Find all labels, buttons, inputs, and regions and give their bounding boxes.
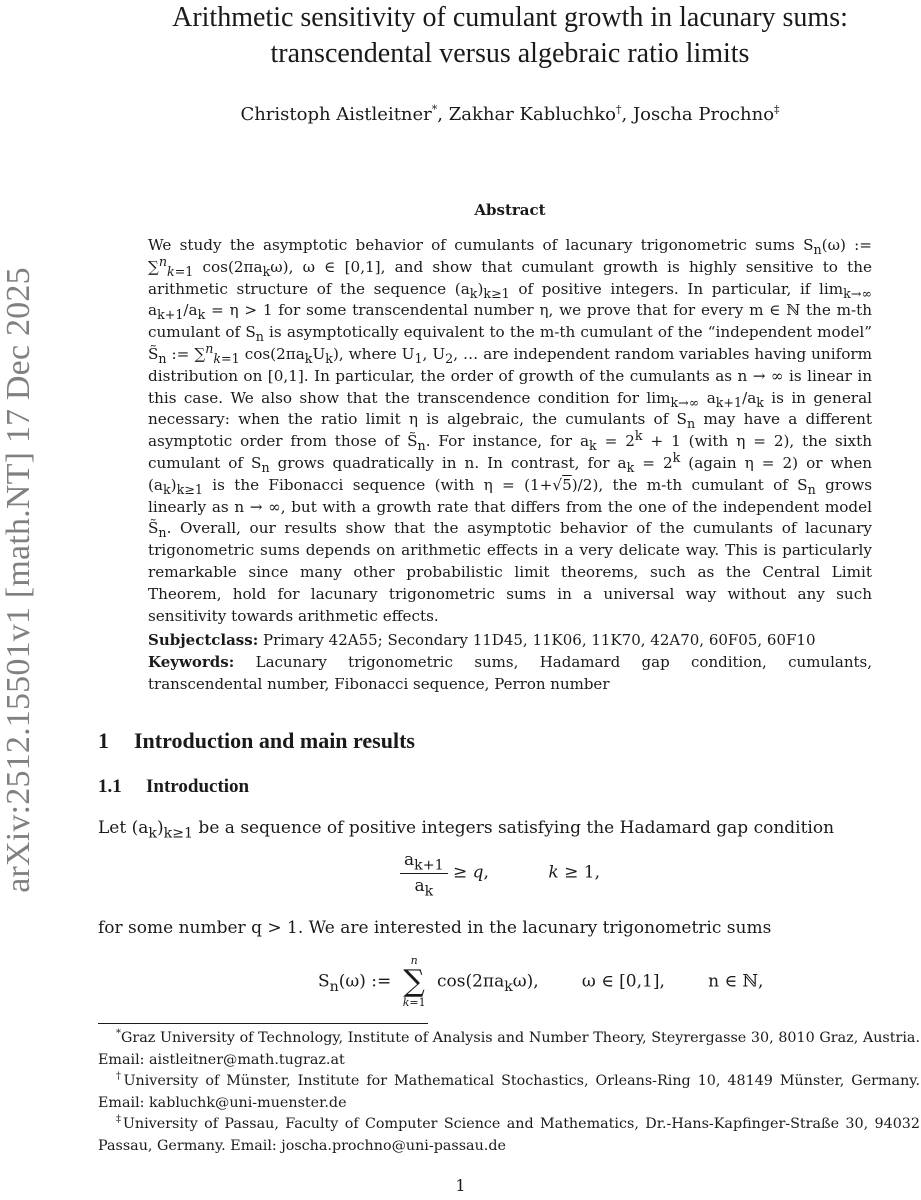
section-heading [98,728,415,754]
subsection-heading [98,776,249,798]
footnote-mark: * [116,1028,121,1040]
footnote-2 [98,1071,920,1114]
section-title: Introduction and main results [134,728,415,753]
keywords-label: Keywords: [148,653,235,671]
author-name: Christoph Aistleitner [240,104,432,125]
keywords-value: Lacunary trigonometric sums, Hadamard gap condition, cumulants, transcendental number, Fibonacci sequence, Perron number [148,653,872,693]
title-line-2: transcendental versus algebraic ratio limits [270,38,750,69]
footnote-text: Graz University of Technology, Institute of Analysis and Number Theory, Steyrergasse 30, 8010 Graz, Austria. Email: aistleitner@math.tugraz.at [98,1030,920,1068]
author-name: Zakhar Kabluchko [448,104,617,125]
footnote-1 [98,1028,920,1071]
subsection-number: 1.1 [98,776,122,797]
footnote-mark: † [616,103,622,116]
subject-class [148,629,872,651]
section-number: 1 [98,728,109,753]
footnote-mark: ‡ [116,1114,123,1126]
title-line-1: Arithmetic sensitivity of cumulant growth in lacunary sums: [172,2,848,33]
footnote-text: University of Passau, Faculty of Computer Science and Mathematics, Dr.-Hans-Kapfinger-Straße 30, 94032 Passau, Germany. Email: joscha.prochno@uni-passau.de [98,1116,920,1154]
author-name: Joscha Prochno [632,104,775,125]
footnote-mark: † [116,1071,124,1083]
subjectclass-label: Subjectclass: [148,631,259,649]
intro-paragraph-2: for some number q > 1. We are interested in the lacunary trigonometric sums [98,918,772,938]
paper-title [100,0,920,72]
footnote-mark: ‡ [774,103,780,116]
hadamard-gap-equation: $\frac{a_{k+1}}{a_k}$ ≥ q, k ≥ 1, [300,850,700,896]
footnotes [98,1028,920,1157]
abstract-body [148,235,872,627]
subsection-title: Introduction [146,776,250,797]
keywords [148,651,872,695]
footnote-text: University of Münster, Institute for Mathematical Stochastics, Orleans-Ring 10, 48149 Münster, Germany. Email: kabluchk@uni-muenster.de [98,1073,921,1111]
intro-paragraph-1: Let $(a_k)_{k\ge 1}$ be a sequence of positive integers satisfying the Hadamard gap condition [98,818,835,842]
footnote-mark: * [431,103,438,116]
arxiv-identifier-stamp: arXiv:2512.15501v1 [math.NT] 17 Dec 2025 [0,267,37,893]
author-list: Christoph Aistleitner*, Zakhar Kabluchko†, Joscha Prochno‡ [240,103,780,125]
subjectclass-value: Primary 42A55; Secondary 11D45, 11K06, 11K70, 42A70, 60F05, 60F10 [263,631,816,649]
footnote-rule [98,1023,428,1024]
abstract-text: We study the asymptotic behavior of cumulants of lacunary trigonometric sums $S_n(\omega)$ := ∑$^n_{k=1}$ $\cos(2\pi a_k\omega)$, ω ∈ [0,1], and show that cumulant growth is highly sensitive to the arithmetic structure of the sequence $(a_k)_{k\ge 1}$ of positive integers. In particular, if $\lim_{k\to\infty} a_{k+1}/a_k = \eta > 1$ for some transcendental number η, we prove that for every m ∈ ℕ the m-th cumulant of $S_n$ is asymptotically equivalent to the m-th cumulant of the “independent model” $S̃_n$ := ∑$^n_{k=1}$ $\cos(2\pi a_kU_k)$, where $U_1$, $U_2$, … are independent random variables having uniform distribution on [0,1]. In particular, the order of growth of the cumulants as n → ∞ is linear in this case. We also show that the transcendence condition for $\lim_{k\to\infty} a_{k+1}/a_k$ is in general necessary: when the ratio limit η is algebraic, the cumulants of $S_n$ may have a different asymptotic order from those of $S̃_n$. For instance, for $a_k = 2^k + 1$ (with η = 2), the sixth cumulant of $S_n$ grows quadratically in n. In contrast, for $a_k = 2^k$ (again η = 2) or when $(a_k)_{k\ge 1}$ is the Fibonacci sequence (with η = (1+√5)/2), the m-th cumulant of $S_n$ grows linearly as n → ∞, but with a growth rate that differs from the one of the independent model $S̃_n$. Overall, our results show that the asymptotic behavior of the cumulants of lacunary trigonometric sums depends on arithmetic effects in a very delicate way. This is particularly remarkable since many other probabilistic limit theorems, such as the Central Limit Theorem, hold for lacunary trigonometric sums in a universal way without any such sensitivity towards arithmetic effects. [148,236,873,625]
page-number: 1 [455,1176,466,1195]
lacunary-sum-equation: $S_n(\omega)$ := n ∑ k=1 $\cos(2\pi a_k\omega)$, ω ∈ [0,1], n ∈ ℕ, [318,954,764,1009]
abstract-heading: Abstract [474,201,546,219]
footnote-3 [98,1114,920,1157]
